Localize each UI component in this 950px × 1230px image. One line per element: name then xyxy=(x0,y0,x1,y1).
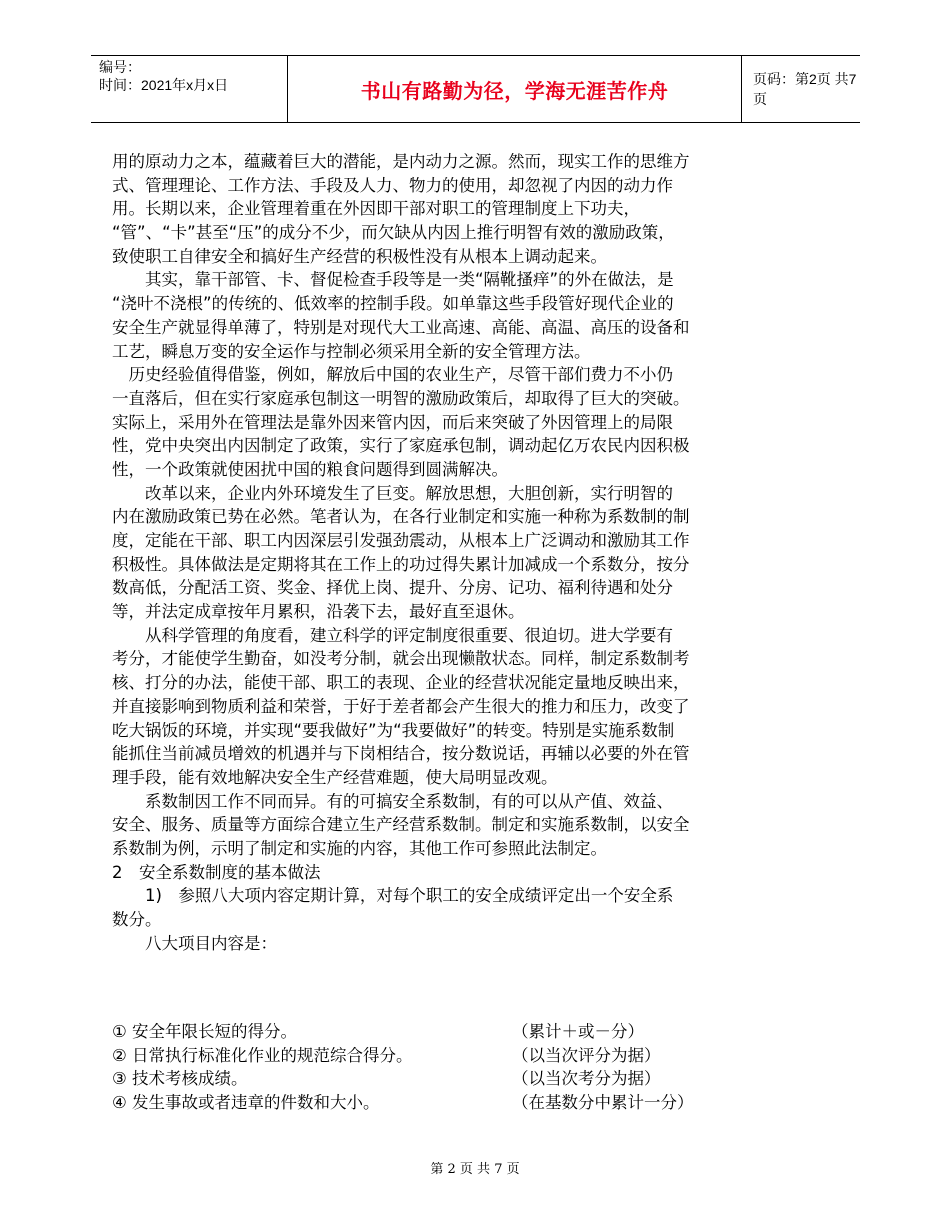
text-line: 安全生产就显得单薄了，特别是对现代大工业高速、高能、高温、高压的设备和 xyxy=(112,317,690,337)
item-list xyxy=(112,1020,772,1115)
list-item-text: ① 安全年限长短的得分。 xyxy=(112,1022,298,1041)
text-line: 其实，靠干部管、卡、督促检查手段等是一类“隔靴搔痒”的外在做法，是 xyxy=(112,270,674,290)
list-item xyxy=(112,1020,772,1044)
text-line: 一直落后，但在实行家庭承包制这一明智的激励政策后，却取得了巨大的突破。 xyxy=(112,388,690,408)
text-line: 度，定能在干部、职工内因深层引发强劲震动，从根本上广泛调动和激励其工作 xyxy=(112,531,690,550)
text-line: 数高低，分配活工资、奖金、择优上岗、提升、分房、记功、福利待遇和处分 xyxy=(112,578,673,598)
text-line: 系数制因工作不同而异。有的可搞安全系数制，有的可以从产值、效益、 xyxy=(112,791,673,811)
text-line: 性，一个政策就使困扰中国的粮食问题得到圆满解决。 xyxy=(112,459,508,479)
list-item-text: ④ 发生事故或者违章的件数和大小。 xyxy=(112,1093,380,1113)
text-line: “浇叶不浇根”的传统的、低效率的控制手段。如单靠这些手段管好现代企业的 xyxy=(112,294,674,314)
text-line: 从科学管理的角度看，建立科学的评定制度很重要、很迫切。进大学要有 xyxy=(112,625,673,645)
text-line: 能抓住当前减员增效的机遇并与下岗相结合，按分数说话，再辅以必要的外在管 xyxy=(112,744,690,764)
text-line: 吃大锅饭的环境，并实现“要我做好”为“我要做好”的转变。特别是实施系数制 xyxy=(112,720,675,740)
page-header xyxy=(91,55,860,123)
text-line: 实际上，采用外在管理法是靠外因来管内因，而后来突破了外因管理上的局限 xyxy=(112,412,673,432)
text-line: 理手段，能有效地解决安全生产经营难题，使大局明显改观。 xyxy=(112,767,558,787)
text-line: 致使职工自律安全和搞好生产经营的积极性没有从根本上调动起来。 xyxy=(112,246,607,266)
text-line: “管”、“卡”甚至“压”的成分不少，而欠缺从内因上推行明智有效的激励政策， xyxy=(112,223,675,243)
list-item xyxy=(112,1044,772,1068)
text-line: 1) 参照八大项内容定期计算，对每个职工的安全成绩评定出一个安全系 xyxy=(112,886,674,906)
text-line: 用的原动力之本，蕴藏着巨大的潜能，是内动力之源。然而，现实工作的思维方 xyxy=(112,152,690,171)
list-item xyxy=(112,1091,772,1115)
text-line: 核、打分的办法，能使干部、职工的表现、企业的经营状况能定量地反映出来， xyxy=(112,673,690,693)
list-item-note: （累计＋或－分） xyxy=(512,1022,644,1041)
list-item-note: （在基数分中累计一分） xyxy=(512,1093,694,1113)
text-line: 内在激励政策已势在必然。笔者认为，在各行业制定和实施一种称为系数制的制 xyxy=(112,507,690,527)
text-line: 性，党中央突出内因制定了政策，实行了家庭承包制，调动起亿万农民内因积极 xyxy=(112,436,690,456)
header-motto-cell xyxy=(287,56,742,122)
text-line: 2 安全系数制度的基本做法 xyxy=(112,862,321,882)
header-page-cell xyxy=(741,56,860,122)
text-line: 安全、服务、质量等方面综合建立生产经营系数制。制定和实施系数制，以安全 xyxy=(112,815,690,835)
page-footer: 第 2 页 共 7 页 xyxy=(430,1162,520,1177)
text-line: 数分。 xyxy=(112,910,162,929)
list-item-note: （以当次评分为据） xyxy=(512,1045,661,1065)
serial-label: 编号： xyxy=(99,59,141,75)
text-line: 八大项目内容是： xyxy=(112,933,277,953)
list-item-text: ③ 技术考核成绩。 xyxy=(112,1069,248,1089)
text-line: 用。长期以来，企业管理着重在外因即干部对职工的管理制度上下功夫， xyxy=(112,199,640,219)
text-line: 并直接影响到物质利益和荣誉，于好于差者都会产生很大的推力和压力，改变了 xyxy=(112,696,690,716)
time-label: 时间：2021年x月x日 xyxy=(99,77,229,93)
text-line: 历史经验值得借鉴，例如，解放后中国的农业生产，尽管干部们费力不小仍 xyxy=(112,365,673,385)
text-line: 工艺，瞬息万变的安全运作与控制必须采用全新的安全管理方法。 xyxy=(112,341,591,361)
list-item xyxy=(112,1067,772,1091)
text-line: 积极性。具体做法是定期将其在工作上的功过得失累计加减成一个系数分，按分 xyxy=(112,554,690,574)
text-line: 等，并法定成章按年月累积，沿袭下去，最好直至退休。 xyxy=(112,602,525,622)
text-line: 考分，才能使学生勤奋，如没考分制，就会出现懒散状态。同样，制定系数制考 xyxy=(112,649,690,669)
motto: 书山有路勤为径，学海无涯苦作舟 xyxy=(360,78,669,103)
header-meta xyxy=(91,56,287,122)
list-item-text: ② 日常执行标准化作业的规范综合得分。 xyxy=(112,1045,413,1065)
list-item-note: （以当次考分为据） xyxy=(512,1069,661,1089)
text-line: 系数制为例，示明了制定和实施的内容，其他工作可参照此法制定。 xyxy=(112,838,607,858)
page-label: 页码：第2页 共7页 xyxy=(753,71,857,107)
text-line: 式、管理理论、工作方法、手段及人力、物力的使用，却忽视了内因的动力作 xyxy=(112,175,673,195)
text-line: 改革以来，企业内外环境发生了巨变。解放思想，大胆创新，实行明智的 xyxy=(112,483,673,503)
document-body xyxy=(112,150,772,955)
